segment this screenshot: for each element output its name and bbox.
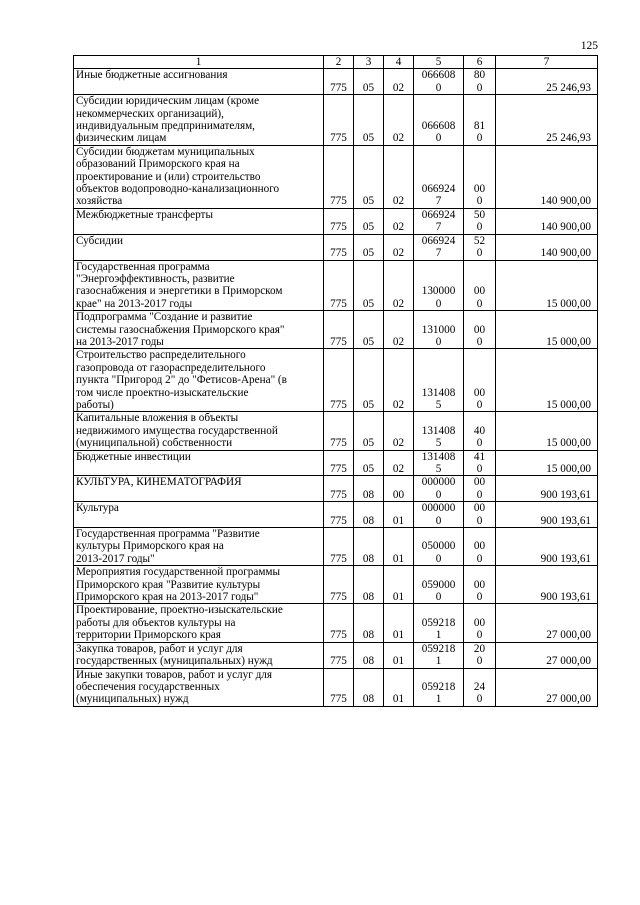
row-name: Субсидии бюджетам муниципальных образований Приморского края на проектирование и (или) строительство объектов водопроводно-канализационного хозяйства bbox=[74, 145, 324, 208]
row-csr: 059218 1 bbox=[414, 642, 464, 668]
row-amount: 900 193,61 bbox=[496, 476, 598, 502]
row-pr: 02 bbox=[384, 349, 414, 412]
row-name: Проектирование, проектно-изыскательские работы для объектов культуры на территории Приморского края bbox=[74, 604, 324, 642]
row-name: Капитальные вложения в объекты недвижимого имущества государственной (муниципальной) собственности bbox=[74, 412, 324, 450]
row-csr: 066924 7 bbox=[414, 145, 464, 208]
row-csr: 066924 7 bbox=[414, 208, 464, 234]
table-row bbox=[74, 604, 598, 642]
row-pr: 02 bbox=[384, 260, 414, 311]
row-gr: 775 bbox=[324, 95, 354, 146]
table-row bbox=[74, 412, 598, 450]
row-vr: 00 0 bbox=[464, 566, 496, 604]
row-gr: 775 bbox=[324, 450, 354, 476]
table-row bbox=[74, 349, 598, 412]
table-row bbox=[74, 260, 598, 311]
row-pr: 02 bbox=[384, 412, 414, 450]
row-csr: 059218 1 bbox=[414, 604, 464, 642]
row-rz: 05 bbox=[354, 412, 384, 450]
row-rz: 08 bbox=[354, 566, 384, 604]
row-rz: 05 bbox=[354, 69, 384, 95]
row-rz: 05 bbox=[354, 145, 384, 208]
row-name: Государственная программа "Энергоэффективность, развитие газоснабжения и энергетики в Приморском крае" на 2013-2017 годы bbox=[74, 260, 324, 311]
row-amount: 27 000,00 bbox=[496, 604, 598, 642]
row-csr: 059000 0 bbox=[414, 566, 464, 604]
row-vr: 80 0 bbox=[464, 69, 496, 95]
row-gr: 775 bbox=[324, 260, 354, 311]
row-name: КУЛЬТУРА, КИНЕМАТОГРАФИЯ bbox=[74, 476, 324, 502]
table-row bbox=[74, 311, 598, 349]
row-gr: 775 bbox=[324, 311, 354, 349]
row-gr: 775 bbox=[324, 412, 354, 450]
row-csr: 066608 0 bbox=[414, 95, 464, 146]
row-name: Государственная программа "Развитие культуры Приморского края на 2013-2017 годы" bbox=[74, 528, 324, 566]
row-vr: 41 0 bbox=[464, 450, 496, 476]
row-name: Закупка товаров, работ и услуг для государственных (муниципальных) нужд bbox=[74, 642, 324, 668]
row-name: Субсидии bbox=[74, 234, 324, 260]
row-gr: 775 bbox=[324, 69, 354, 95]
row-pr: 01 bbox=[384, 642, 414, 668]
header-col-1: 1 bbox=[74, 56, 324, 69]
row-gr: 775 bbox=[324, 349, 354, 412]
row-vr: 40 0 bbox=[464, 412, 496, 450]
row-amount: 15 000,00 bbox=[496, 412, 598, 450]
row-rz: 05 bbox=[354, 311, 384, 349]
row-vr: 20 0 bbox=[464, 642, 496, 668]
row-amount: 25 246,93 bbox=[496, 69, 598, 95]
row-csr: 050000 0 bbox=[414, 528, 464, 566]
table-row bbox=[74, 528, 598, 566]
header-col-5: 5 bbox=[414, 56, 464, 69]
row-pr: 01 bbox=[384, 604, 414, 642]
row-gr: 775 bbox=[324, 502, 354, 528]
row-amount: 27 000,00 bbox=[496, 642, 598, 668]
row-pr: 02 bbox=[384, 145, 414, 208]
row-pr: 02 bbox=[384, 69, 414, 95]
table-row bbox=[74, 234, 598, 260]
table-row bbox=[74, 566, 598, 604]
row-pr: 02 bbox=[384, 450, 414, 476]
row-rz: 08 bbox=[354, 642, 384, 668]
page-number: 125 bbox=[580, 40, 598, 52]
table-row bbox=[74, 450, 598, 476]
row-pr: 02 bbox=[384, 208, 414, 234]
row-amount: 25 246,93 bbox=[496, 95, 598, 146]
row-vr: 00 0 bbox=[464, 311, 496, 349]
row-rz: 05 bbox=[354, 234, 384, 260]
row-gr: 775 bbox=[324, 642, 354, 668]
row-rz: 08 bbox=[354, 668, 384, 706]
row-gr: 775 bbox=[324, 145, 354, 208]
row-vr: 52 0 bbox=[464, 234, 496, 260]
row-rz: 08 bbox=[354, 604, 384, 642]
row-vr: 00 0 bbox=[464, 349, 496, 412]
row-name: Межбюджетные трансферты bbox=[74, 208, 324, 234]
row-name: Субсидии юридическим лицам (кроме некоммерческих организаций), индивидуальным предпринимателям, физическим лицам bbox=[74, 95, 324, 146]
row-vr: 00 0 bbox=[464, 145, 496, 208]
table-row bbox=[74, 668, 598, 706]
row-vr: 00 0 bbox=[464, 604, 496, 642]
header-col-3: 3 bbox=[354, 56, 384, 69]
row-vr: 50 0 bbox=[464, 208, 496, 234]
row-vr: 00 0 bbox=[464, 502, 496, 528]
row-csr: 059218 1 bbox=[414, 668, 464, 706]
budget-table bbox=[73, 55, 598, 707]
row-pr: 02 bbox=[384, 95, 414, 146]
header-col-2: 2 bbox=[324, 56, 354, 69]
row-pr: 01 bbox=[384, 566, 414, 604]
row-name: Строительство распределительного газопровода от газораспределительного пункта "Пригород 2" до "Фетисов-Арена" (в том числе проектно-изыскательские работы) bbox=[74, 349, 324, 412]
table-row bbox=[74, 502, 598, 528]
row-gr: 775 bbox=[324, 668, 354, 706]
row-amount: 140 900,00 bbox=[496, 208, 598, 234]
row-csr: 131408 5 bbox=[414, 450, 464, 476]
row-rz: 05 bbox=[354, 349, 384, 412]
table-body bbox=[74, 69, 598, 706]
row-rz: 08 bbox=[354, 502, 384, 528]
row-name: Подпрограмма "Создание и развитие системы газоснабжения Приморского края" на 2013-2017 годы bbox=[74, 311, 324, 349]
table-row bbox=[74, 69, 598, 95]
row-amount: 140 900,00 bbox=[496, 145, 598, 208]
row-amount: 140 900,00 bbox=[496, 234, 598, 260]
row-vr: 00 0 bbox=[464, 260, 496, 311]
row-rz: 08 bbox=[354, 528, 384, 566]
row-gr: 775 bbox=[324, 604, 354, 642]
table-row bbox=[74, 95, 598, 146]
table-row bbox=[74, 145, 598, 208]
table-header-row bbox=[74, 56, 598, 69]
row-vr: 24 0 bbox=[464, 668, 496, 706]
row-rz: 05 bbox=[354, 450, 384, 476]
row-amount: 900 193,61 bbox=[496, 566, 598, 604]
header-col-6: 6 bbox=[464, 56, 496, 69]
row-vr: 00 0 bbox=[464, 528, 496, 566]
row-pr: 02 bbox=[384, 311, 414, 349]
row-amount: 15 000,00 bbox=[496, 349, 598, 412]
row-csr: 000000 0 bbox=[414, 476, 464, 502]
row-amount: 15 000,00 bbox=[496, 311, 598, 349]
row-rz: 05 bbox=[354, 95, 384, 146]
table-row bbox=[74, 642, 598, 668]
row-amount: 900 193,61 bbox=[496, 502, 598, 528]
row-amount: 15 000,00 bbox=[496, 260, 598, 311]
row-rz: 05 bbox=[354, 260, 384, 311]
row-gr: 775 bbox=[324, 234, 354, 260]
row-gr: 775 bbox=[324, 528, 354, 566]
row-pr: 02 bbox=[384, 234, 414, 260]
table-row bbox=[74, 208, 598, 234]
header-col-4: 4 bbox=[384, 56, 414, 69]
row-rz: 08 bbox=[354, 476, 384, 502]
row-pr: 01 bbox=[384, 528, 414, 566]
row-name: Культура bbox=[74, 502, 324, 528]
row-name: Иные бюджетные ассигнования bbox=[74, 69, 324, 95]
row-name: Бюджетные инвестиции bbox=[74, 450, 324, 476]
row-vr: 81 0 bbox=[464, 95, 496, 146]
row-csr: 131408 5 bbox=[414, 349, 464, 412]
row-csr: 130000 0 bbox=[414, 260, 464, 311]
row-vr: 00 0 bbox=[464, 476, 496, 502]
header-col-7: 7 bbox=[496, 56, 598, 69]
row-gr: 775 bbox=[324, 476, 354, 502]
row-pr: 00 bbox=[384, 476, 414, 502]
row-rz: 05 bbox=[354, 208, 384, 234]
row-pr: 01 bbox=[384, 502, 414, 528]
row-amount: 15 000,00 bbox=[496, 450, 598, 476]
row-amount: 27 000,00 bbox=[496, 668, 598, 706]
row-csr: 131000 0 bbox=[414, 311, 464, 349]
row-name: Иные закупки товаров, работ и услуг для обеспечения государственных (муниципальных) нужд bbox=[74, 668, 324, 706]
row-csr: 066608 0 bbox=[414, 69, 464, 95]
row-gr: 775 bbox=[324, 208, 354, 234]
row-gr: 775 bbox=[324, 566, 354, 604]
row-pr: 01 bbox=[384, 668, 414, 706]
row-name: Мероприятия государственной программы Приморского края "Развитие культуры Приморского края на 2013-2017 годы" bbox=[74, 566, 324, 604]
row-csr: 131408 5 bbox=[414, 412, 464, 450]
table-row bbox=[74, 476, 598, 502]
row-csr: 000000 0 bbox=[414, 502, 464, 528]
row-csr: 066924 7 bbox=[414, 234, 464, 260]
row-amount: 900 193,61 bbox=[496, 528, 598, 566]
